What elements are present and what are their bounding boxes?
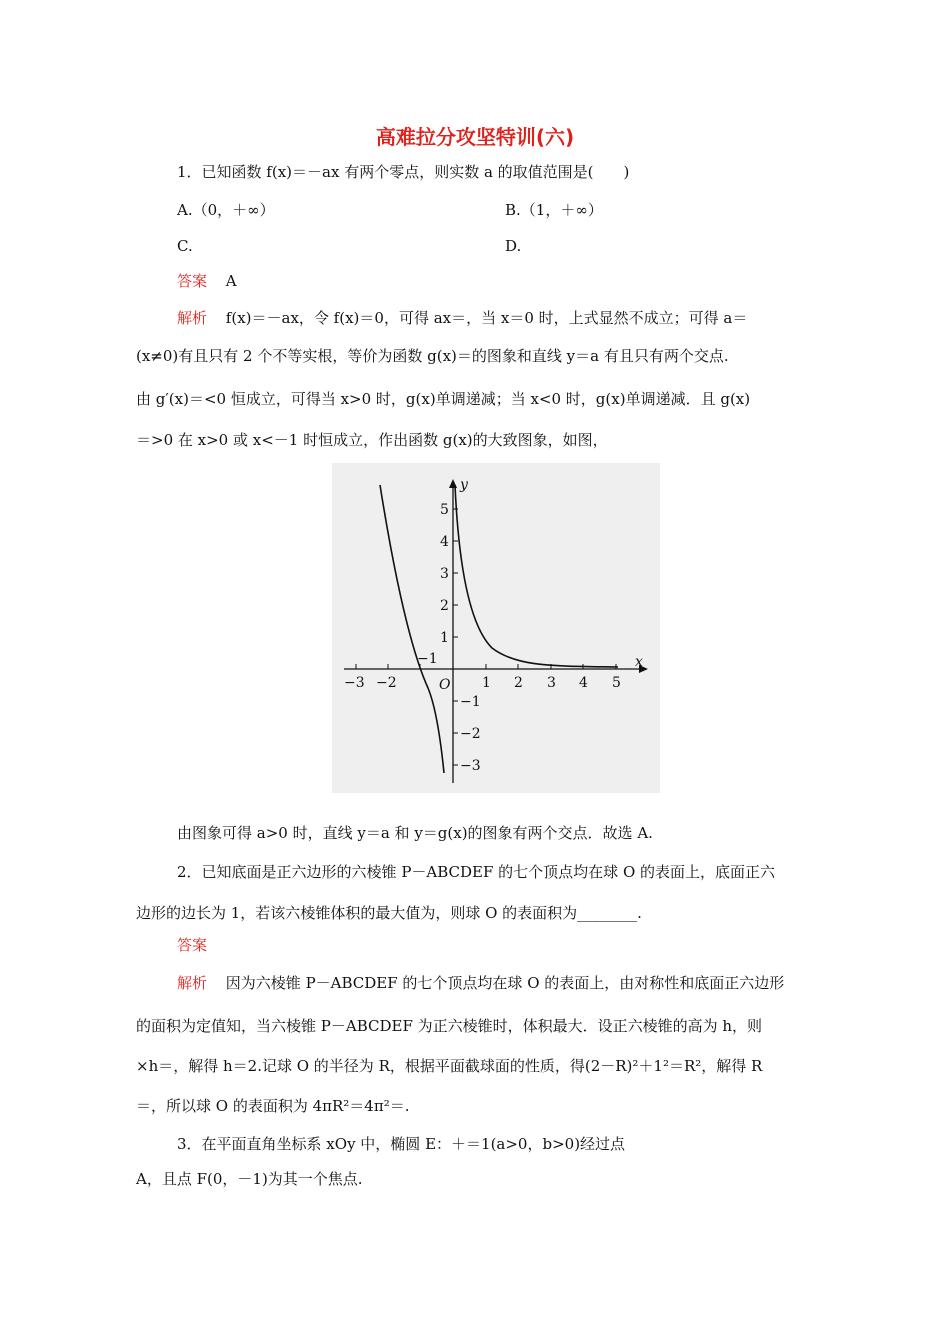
y-tick-label: 4 <box>440 534 449 550</box>
q1-option-c: C. <box>177 237 193 255</box>
q1-conclusion: 由图象可得 a>0 时，直线 y＝a 和 y＝g(x)的图象有两个交点．故选 A. <box>177 824 653 842</box>
q3-stem-line1: 3．在平面直角坐标系 xOy 中，椭圆 E：＋＝1(a>0，b>0)经过点 <box>177 1135 626 1153</box>
y-axis-label: y <box>460 477 468 493</box>
x-tick-label: 3 <box>547 675 556 691</box>
x-tick-label: 4 <box>579 675 588 691</box>
q2-stem-line1: 2．已知底面是正六边形的六棱锥 P－ABCDEF 的七个顶点均在球 O 的表面上，底面正六 <box>177 863 776 881</box>
graph-svg <box>332 463 660 793</box>
y-tick-label: −1 <box>460 694 481 710</box>
origin-label: O <box>439 677 451 693</box>
y-tick-label: −3 <box>460 758 481 774</box>
q2-analysis-line3: ×h＝，解得 h＝2.记球 O 的半径为 R，根据平面截球面的性质，得(2－R)²＋1²＝R²，解得 R <box>136 1057 763 1075</box>
q1-option-d: D. <box>505 237 522 255</box>
x-tick-label: −3 <box>344 675 365 691</box>
answer-label: 答案 <box>177 936 208 954</box>
analysis-text: f(x)＝－ax，令 f(x)＝0，可得 ax＝，当 x＝0 时，上式显然不成立；可得 a＝ <box>225 309 748 327</box>
q2-analysis-line1 <box>177 973 784 993</box>
y-tick-label: 3 <box>440 566 449 582</box>
x-tick-label: 2 <box>514 675 523 691</box>
analysis-text: 因为六棱锥 P－ABCDEF 的七个顶点均在球 O 的表面上，由对称性和底面正六边形 <box>225 974 785 992</box>
y-tick-label: −2 <box>460 726 481 742</box>
y-tick-label: 5 <box>440 502 449 518</box>
q2-answer <box>177 935 207 955</box>
x-tick-label: 1 <box>482 675 491 691</box>
q1-analysis-line4: ＝>0 在 x>0 或 x<－1 时恒成立，作出函数 g(x)的大致图象，如图， <box>136 431 608 449</box>
curve-right-branch <box>455 485 618 667</box>
asymptote-label: −1 <box>417 651 438 667</box>
q1-analysis-line1 <box>177 308 747 328</box>
q1-answer <box>177 271 237 291</box>
y-tick-label: 1 <box>440 630 449 646</box>
x-tick-label: −2 <box>376 675 397 691</box>
x-axis-label: x <box>635 654 643 670</box>
answer-label: 答案 <box>177 272 208 290</box>
q1-option-a: A.（0，＋∞） <box>177 201 275 219</box>
x-tick-label: 5 <box>612 675 621 691</box>
curve-left-branch <box>380 485 444 773</box>
analysis-label: 解析 <box>177 974 208 992</box>
analysis-label: 解析 <box>177 309 208 327</box>
answer-value: A <box>225 272 237 290</box>
q3-stem-line2: A，且点 F(0，－1)为其一个焦点. <box>136 1170 363 1188</box>
q2-analysis-line2: 的面积为定值知，当六棱锥 P－ABCDEF 为正六棱锥时，体积最大．设正六棱锥的高为 h，则 <box>136 1017 763 1035</box>
q2-stem-line2: 边形的边长为 1，若该六棱锥体积的最大值为，则球 O 的表面积为________. <box>136 904 642 922</box>
page-title: 高难拉分攻坚特训(六) <box>375 125 575 149</box>
q1-analysis-line2: (x≠0)有且只有 2 个不等实根，等价为函数 g(x)＝的图象和直线 y＝a 有且只有两个交点. <box>136 347 729 365</box>
function-graph <box>332 463 660 793</box>
q2-analysis-line4: ＝，所以球 O 的表面积为 4πR²＝4π²＝. <box>136 1097 410 1115</box>
q1-analysis-line3: 由 g′(x)＝<0 恒成立，可得当 x>0 时，g(x)单调递减；当 x<0 时，g(x)单调递减．且 g(x) <box>136 390 751 408</box>
q1-option-b: B.（1，＋∞） <box>505 201 603 219</box>
q1-stem: 1．已知函数 f(x)＝－ax 有两个零点，则实数 a 的取值范围是( ) <box>177 163 630 181</box>
y-tick-label: 2 <box>440 598 449 614</box>
